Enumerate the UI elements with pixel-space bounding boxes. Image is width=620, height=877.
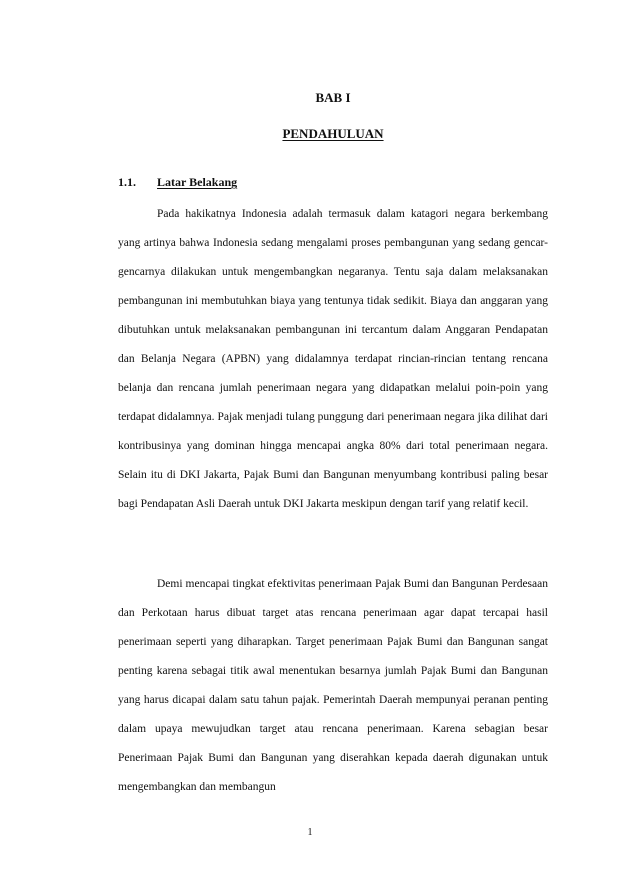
chapter-heading: BAB I: [315, 90, 351, 105]
paragraph-1: [118, 200, 548, 519]
section-title: Latar Belakang: [157, 175, 238, 189]
paragraph-2: [118, 570, 548, 802]
paragraph-1-text: Pada hakikatnya Indonesia adalah termasuk dalam katagori negara berkembang yang artinya bahwa Indonesia sedang mengalami proses pembangunan yang sedang gencar-gencarnya dilakukan untuk mengembangkan negaranya. Tentu saja dalam melaksanakan pembangunan ini membutuhkan biaya yang tentunya tidak sedikit. Biaya dan anggaran yang dibutuhkan untuk melaksanakan pembangunan ini tercantum dalam Anggaran Pendapatan dan Belanja Negara (APBN) yang didalamnya terdapat rincian-rincian tentang rencana belanja dan rencana jumlah penerimaan negara yang didapatkan melalui poin-poin yang terdapat didalamnya. Pajak menjadi tulang punggung dari penerimaan negara jika dilihat dari kontribusinya yang dominan hingga mencapai angka 80% dari total penerimaan negara. Selain itu di DKI Jakarta, Pajak Bumi dan Bangunan menyumbang kontribusi paling besar bagi Pendapatan Asli Daerah untuk DKI Jakarta meskipun dengan tarif yang relatif kecil.: [118, 208, 548, 510]
section-heading: [118, 175, 237, 190]
chapter-title: PENDAHULUAN: [282, 126, 384, 141]
section-number: 1.1.: [118, 175, 136, 189]
paragraph-2-text: Demi mencapai tingkat efektivitas penerimaan Pajak Bumi dan Bangunan Perdesaan dan Perkotaan harus dibuat target atas rencana penerimaan agar dapat tercapai hasil penerimaan seperti yang diharapkan. Target penerimaan Pajak Bumi dan Bangunan sangat penting karena sebagai titik awal menentukan besarnya jumlah Pajak Bumi dan Bangunan yang harus dicapai dalam satu tahun pajak. Pemerintah Daerah mempunyai peranan penting dalam upaya mewujudkan target atau rencana penerimaan. Karena sebagian besar Penerimaan Pajak Bumi dan Bangunan yang diserahkan kepada daerah digunakan untuk mengembangkan dan membangun: [118, 578, 548, 793]
page-number: 1: [307, 827, 313, 838]
